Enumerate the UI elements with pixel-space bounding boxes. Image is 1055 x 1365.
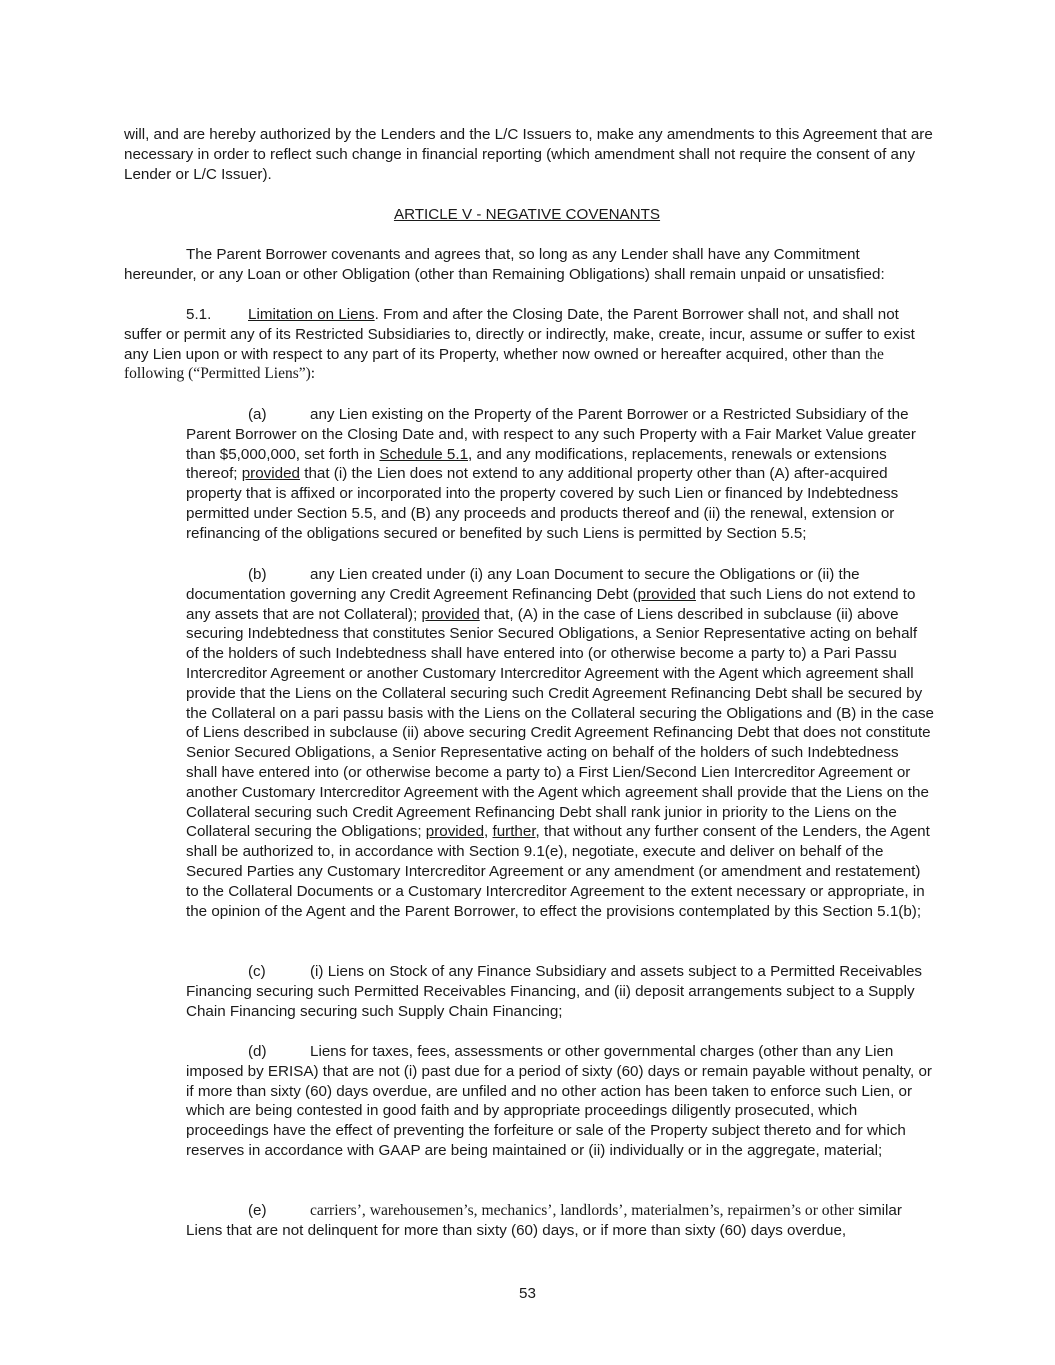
clause-text: that, (A) in the case of Liens described in subclause (ii) above securing Indebtedness that constitutes Senior Secured Obligations, a Senior Representative acting on behalf of the holders of such Indebtedness shall have entered into (or otherwise become a party to) a Pari Passu Intercreditor Agreement or another Customary Intercreditor Agreement with the Agent which agreement shall provide that the Liens on the Collateral securing such Credit Agreement Refinancing Debt shall be secured by the Collateral on a pari passu basis with the Liens on the Collateral securing the Obligations and (B) in the case of Liens described in subclause (ii) above securing Credit Agreement Refinancing Debt that does not constitute Senior Secured Obligations, a Senior Representative acting on behalf of the holders of such Indebtedness shall have entered into (or otherwise become a party to) a First Lien/Second Lien Intercreditor Agreement or another Customary Intercreditor Agreement with the Agent which agreement shall provide that the Liens on the Collateral securing such Credit Agreement Refinancing Debt shall rank junior in priority to the Liens on the Collateral securing the Obligations; [186, 605, 934, 841]
intro-paragraph: The Parent Borrower covenants and agrees that, so long as any Lender shall have any Commitment hereunder, or any Loan or other Obligation (other than Remaining Obligations) shall remain unpaid or unsatisfied: [124, 246, 885, 283]
clause-label: (c) [248, 963, 266, 980]
further-term: further [492, 823, 536, 841]
clause-text: carriers’, warehousemen’s, mechanics’, landlords’, materialmen’s, repairmen’s or other [310, 1202, 854, 1219]
section-ending: the following (“Permitted Liens”): [124, 345, 884, 383]
clause-text: Liens for taxes, fees, assessments or other governmental charges (other than any Lien imposed by ERISA) that are not (i) past due for a period of sixty (60) days or remain payable without penalty, or if more than sixty (60) days overdue, are unfiled and no other action has been taken to enforce such Lien, or which are being contested in good faith and by appropriate proceedings diligently prosecuted, which proceedings have the effect of preventing the forfeiture or sale of the Property subject thereto and for which reserves in accordance with GAAP are being maintained or (ii) individually or in the aggregate, material; [186, 1043, 932, 1159]
clause-text: that such Liens do not extend to any assets that are not Collateral); [186, 585, 916, 623]
clause-d [186, 1042, 934, 1161]
section-title: Limitation on Liens [248, 306, 375, 323]
clause-text: (i) Liens on Stock of any Finance Subsidiary and assets subject to a Permitted Receivables Financing securing such Permitted Receivables Financing, and (ii) deposit arrangements subject to a Supply Chain Financing securing such Supply Chain Financing; [186, 963, 923, 1020]
clause-text: any Lien existing on the Property of the Parent Borrower or a Restricted Subsidiary of the Parent Borrower on the Closing Date and, with respect to any such Property with a Fair Market Value greater than $5,000,000, set forth in [186, 406, 916, 463]
proviso-term: provided [637, 585, 696, 603]
proviso-term: provided [241, 465, 300, 483]
continuation-paragraph: will, and are hereby authorized by the Lenders and the L/C Issuers to, make any amendments to this Agreement that are necessary in order to reflect such change in financial reporting (which amendment shall not require the consent of any Lender or L/C Issuer). [124, 126, 933, 183]
article-heading: ARTICLE V - NEGATIVE COVENANTS [393, 206, 661, 223]
clause-label: (a) [248, 406, 267, 423]
proviso-term: provided [421, 605, 480, 623]
schedule-reference: Schedule 5.1 [379, 445, 469, 463]
section-body: . From and after the Closing Date, the Parent Borrower shall not, and shall not suffer or permit any of its Restricted Subsidiaries to, directly or indirectly, make, create, incur, assume or suffer to exist any Lien upon or with respect to any part of its Property, whether now owned or hereafter acquired, other than [124, 306, 915, 363]
clause-label: (b) [248, 566, 267, 583]
clause-text: , and any modifications, replacements, renewals or extensions thereof; [186, 445, 887, 483]
clause-text: that (i) the Lien does not extend to any additional property other than (A) after-acquired property that is affixed or incorporated into the property covered by such Lien or financed by Indebtedness permitted under Section 5.5, and (B) any proceeds and products thereof and (ii) the renewal, extension or refinancing of the obligations secured or benefited by such Liens is permitted by Section 5.5; [186, 465, 899, 542]
page-number: 53 [519, 1285, 536, 1302]
clause-text: , that without any further consent of the Lenders, the Agent shall be authorized to, in accordance with Section 9.1(e), negotiate, execute and deliver on behalf of the Secured Parties any Customary Intercreditor Agreement or any amendment (or amendment and restatement) to the Collateral Documents or a Customary Intercreditor Agreement to the extent necessary or appropriate, in the opinion of the Agent and the Parent Borrower, to effect the provisions contemplated by this Section 5.1(b); [186, 823, 930, 920]
proviso-term: provided [425, 823, 485, 841]
clause-c [186, 962, 934, 1021]
clause-a [186, 405, 934, 544]
clause-b [186, 565, 934, 921]
clause-e [186, 1201, 934, 1241]
clause-text: , [484, 823, 493, 841]
clause-text: similar Liens that are not delinquent for more than sixty (60) days, or if more than sixty (60) days overdue, [186, 1202, 902, 1239]
section-5-1 [124, 305, 936, 384]
clause-label: (d) [248, 1043, 267, 1060]
section-number: 5.1. [186, 306, 212, 323]
clause-text: any Lien created under (i) any Loan Document to secure the Obligations or (ii) the documentation governing any Credit Agreement Refinancing Debt ( [186, 566, 860, 603]
clause-label: (e) [248, 1202, 267, 1219]
